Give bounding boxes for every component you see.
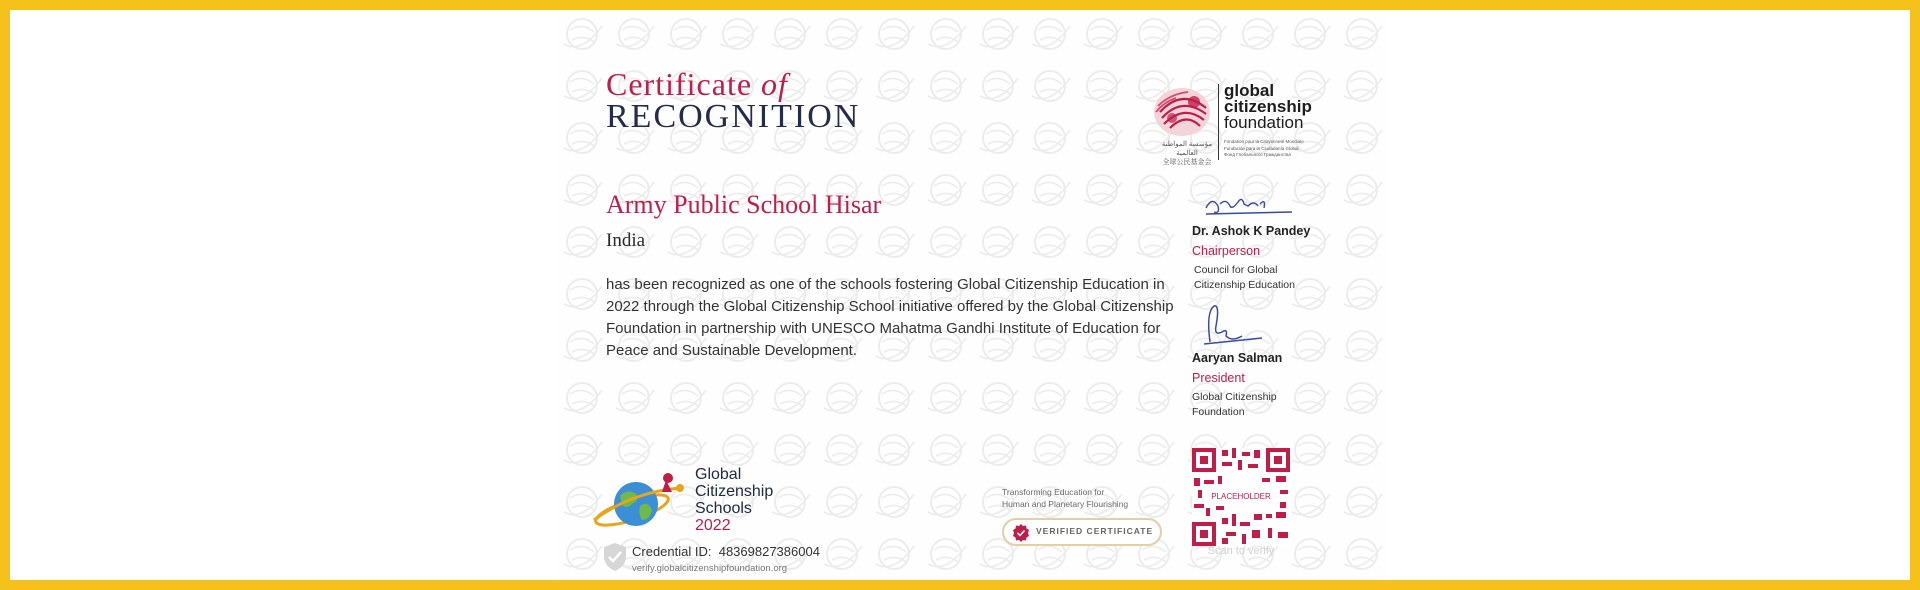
credential-label: Credential ID: <box>632 544 712 559</box>
foundation-name-chinese: 全球公民基金会 <box>1162 159 1212 166</box>
tagline-line2: Human and Planetary Flourishing <box>1002 499 1129 509</box>
verify-url[interactable]: verify.globalcitizenshipfoundation.org <box>632 563 788 574</box>
globe-badge-icon <box>592 470 692 534</box>
qr-code[interactable] <box>1192 448 1290 546</box>
verified-seal-icon <box>1012 524 1030 542</box>
school-name: Army Public School Hisar <box>606 190 882 219</box>
gcs-year: 2022 <box>695 517 731 534</box>
qr-placeholder-text: PLACEHOLDER <box>1211 492 1271 501</box>
tagline-line1: Transforming Education for <box>1002 487 1105 497</box>
title-word: Certificate <box>606 66 753 102</box>
certificate <box>558 10 1388 580</box>
shield-check-icon <box>602 542 628 572</box>
gcs-title <box>695 466 773 517</box>
foundation-translations <box>1224 139 1334 159</box>
credential-id-value: 48369827386004 <box>718 544 820 559</box>
scan-to-verify-label: Scan to verify <box>1207 545 1275 557</box>
signatory-2-name: Aaryan Salman <box>1192 351 1283 365</box>
verified-certificate-badge[interactable] <box>1002 518 1162 546</box>
gcs-line2: Citizenship <box>695 483 774 500</box>
signatory-1-role: Chairperson <box>1192 244 1261 258</box>
signature-1 <box>1202 192 1296 220</box>
translation-ru: Фонд Глобального Гражданства <box>1224 152 1291 157</box>
tagline <box>1002 486 1172 510</box>
foundation-name-arabic: مؤسسة المواطنة العالمية <box>1161 141 1213 157</box>
gcs-line1: Global <box>695 466 742 483</box>
signatory-2-role: President <box>1192 371 1245 385</box>
translation-es: Fundación para la Ciudadanía Global <box>1224 145 1299 151</box>
recognition-text: has been recognized as one of the schools fostering Global Citizenship Education in 2022 through the Global Citizenship School initiative offered by the Global Citizenship Foundation in partnership with UNESCO Mahatma Gandhi Institute of Education for Peace and Sustainable Development. <box>606 276 1174 359</box>
signatory-2-org: Global Citizenship Foundation <box>1192 391 1277 418</box>
signature-2 <box>1198 302 1268 348</box>
translation-fr: Fondation pour la Citoyenneté Mondiale <box>1224 139 1304 144</box>
verified-label: VERIFIED CERTIFICATE <box>1036 526 1154 536</box>
foundation-name-line2: citizenship <box>1224 97 1312 116</box>
foundation-name-arabic-chinese <box>1154 140 1220 167</box>
foundation-name <box>1224 83 1312 131</box>
page-border <box>10 10 1910 580</box>
certificate-subtitle: RECOGNITION <box>606 98 861 135</box>
gcs-line3: Schools <box>695 500 752 517</box>
signatory-1-org: Council for Global Citizenship Education <box>1194 264 1295 291</box>
fingerprint-globe-icon <box>1150 82 1218 142</box>
country: India <box>606 230 646 251</box>
signatory-1-name: Dr. Ashok K Pandey <box>1192 224 1311 238</box>
credential-id <box>632 544 820 559</box>
foundation-name-line1: global <box>1224 81 1275 100</box>
title-of: of <box>761 66 788 102</box>
foundation-name-line3: foundation <box>1224 113 1304 132</box>
